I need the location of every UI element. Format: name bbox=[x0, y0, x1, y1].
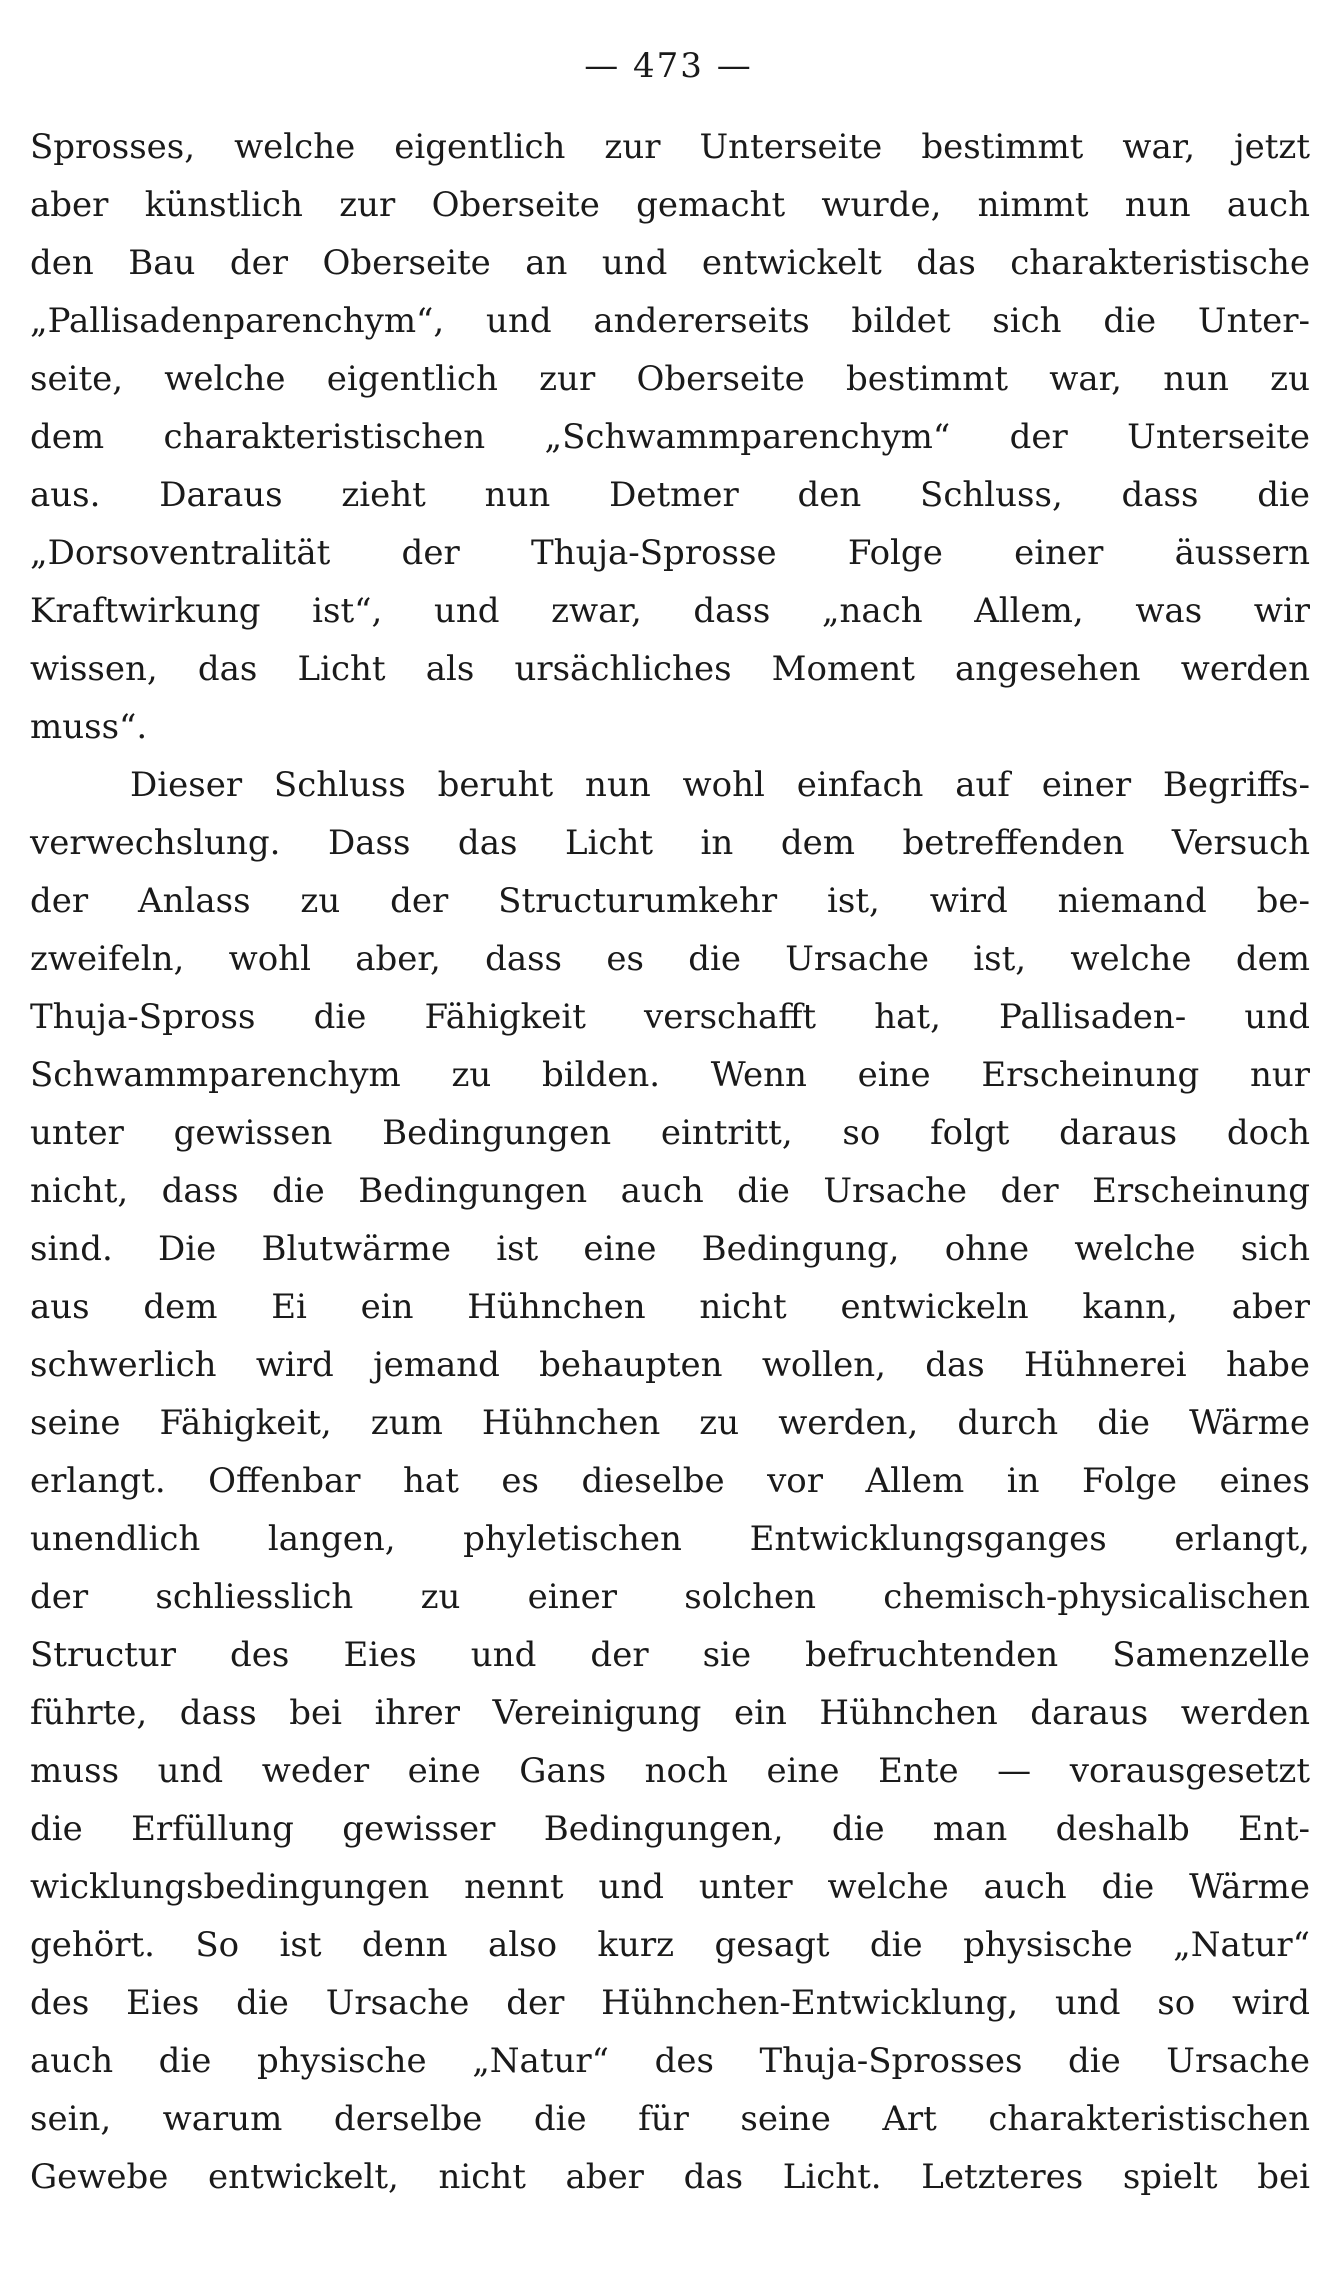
text-line: aus. Daraus zieht nun Detmer den Schluss, dass die bbox=[30, 475, 1310, 515]
text-line: Kraftwirkung ist“, und zwar, dass „nach Allem, was wir bbox=[30, 591, 1310, 631]
text-line: dem charakteristischen „Schwammparenchym“ der Unterseite bbox=[30, 417, 1310, 457]
text-line: Thuja-Spross die Fähigkeit verschafft hat, Pallisaden- und bbox=[30, 997, 1310, 1037]
text-line: seite, welche eigentlich zur Oberseite bestimmt war, nun zu bbox=[30, 359, 1310, 399]
text-line: Schwammparenchym zu bilden. Wenn eine Erscheinung nur bbox=[30, 1055, 1310, 1095]
text-line: Sprosses, welche eigentlich zur Unterseite bestimmt war, jetzt bbox=[30, 127, 1310, 167]
text-line: schwerlich wird jemand behaupten wollen, das Hühnerei habe bbox=[30, 1345, 1310, 1385]
text-line: aber künstlich zur Oberseite gemacht wurde, nimmt nun auch bbox=[30, 185, 1310, 225]
text-line: auch die physische „Natur“ des Thuja-Sprosses die Ursache bbox=[30, 2041, 1310, 2081]
text-line: aus dem Ei ein Hühnchen nicht entwickeln kann, aber bbox=[30, 1287, 1310, 1327]
page-number: — 473 — bbox=[584, 46, 753, 86]
text-line: führte, dass bei ihrer Vereinigung ein Hühnchen daraus werden bbox=[30, 1693, 1310, 1733]
text-line: muss“. bbox=[30, 707, 148, 747]
text-line: sein, warum derselbe die für seine Art charakteristischen bbox=[30, 2099, 1310, 2139]
text-line: muss und weder eine Gans noch eine Ente — vorausgesetzt bbox=[30, 1751, 1310, 1791]
text-line: den Bau der Oberseite an und entwickelt das charakteristische bbox=[30, 243, 1310, 283]
text-line: sind. Die Blutwärme ist eine Bedingung, ohne welche sich bbox=[30, 1229, 1310, 1269]
text-line: verwechslung. Dass das Licht in dem betreffenden Versuch bbox=[30, 823, 1310, 863]
text-line: der schliesslich zu einer solchen chemisch-physicalischen bbox=[30, 1577, 1310, 1617]
text-line: Dieser Schluss beruht nun wohl einfach auf einer Begriffs- bbox=[130, 765, 1310, 805]
body-text bbox=[30, 118, 1310, 2206]
text-line: des Eies die Ursache der Hühnchen-Entwicklung, und so wird bbox=[30, 1983, 1310, 2023]
text-line: die Erfüllung gewisser Bedingungen, die man deshalb Ent- bbox=[30, 1809, 1310, 1849]
text-line: seine Fähigkeit, zum Hühnchen zu werden, durch die Wärme bbox=[30, 1403, 1310, 1443]
text-line: zweifeln, wohl aber, dass es die Ursache ist, welche dem bbox=[30, 939, 1310, 979]
text-line: erlangt. Offenbar hat es dieselbe vor Allem in Folge eines bbox=[30, 1461, 1310, 1501]
text-line: wicklungsbedingungen nennt und unter welche auch die Wärme bbox=[30, 1867, 1310, 1907]
text-line: „Pallisadenparenchym“, und andererseits bildet sich die Unter- bbox=[30, 301, 1310, 341]
text-line: Gewebe entwickelt, nicht aber das Licht. Letzteres spielt bei bbox=[30, 2157, 1310, 2197]
text-line: Structur des Eies und der sie befruchtenden Samenzelle bbox=[30, 1635, 1310, 1675]
text-line: nicht, dass die Bedingungen auch die Ursache der Erscheinung bbox=[30, 1171, 1310, 1211]
text-line: „Dorsoventralität der Thuja-Sprosse Folge einer äussern bbox=[30, 533, 1310, 573]
text-line: wissen, das Licht als ursächliches Moment angesehen werden bbox=[30, 649, 1310, 689]
text-line: unter gewissen Bedingungen eintritt, so folgt daraus doch bbox=[30, 1113, 1310, 1153]
text-line: der Anlass zu der Structurumkehr ist, wird niemand be- bbox=[30, 881, 1310, 921]
text-line: gehört. So ist denn also kurz gesagt die physische „Natur“ bbox=[30, 1925, 1310, 1965]
text-line: unendlich langen, phyletischen Entwicklungsganges erlangt, bbox=[30, 1519, 1310, 1559]
